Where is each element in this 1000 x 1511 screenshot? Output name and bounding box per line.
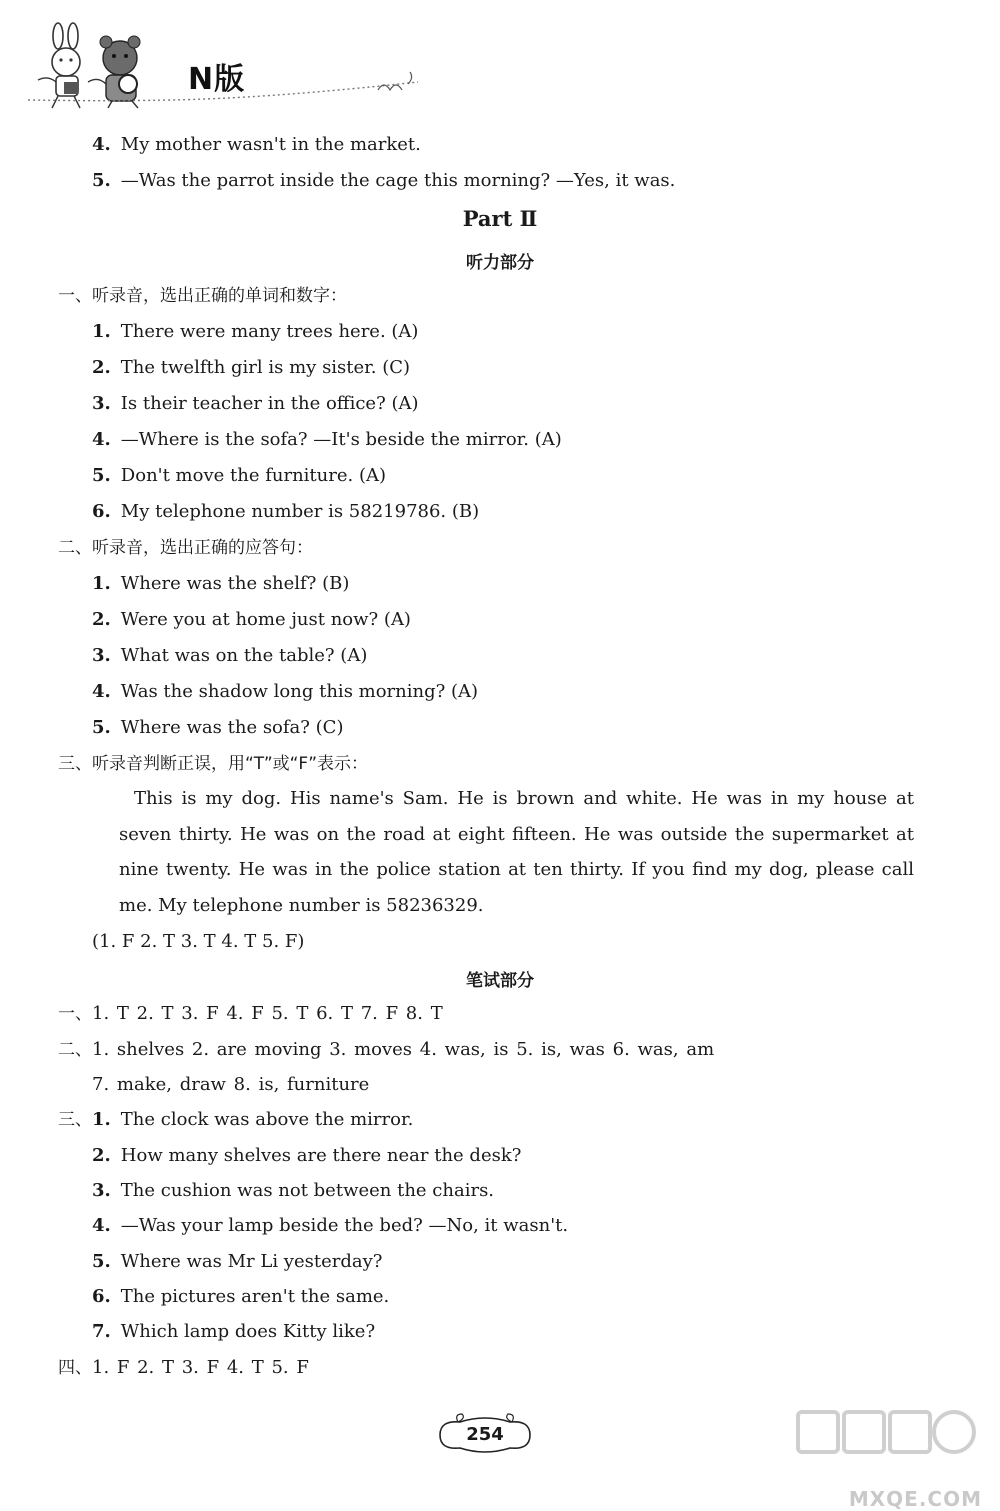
written-section-title: 笔试部分 bbox=[466, 971, 534, 991]
list-item: 5. Where was the sofa? (C) bbox=[92, 717, 344, 738]
list-item: 2. Were you at home just now? (A) bbox=[92, 609, 411, 630]
answer-key: (1. F 2. T 3. T 4. T 5. F) bbox=[92, 931, 305, 952]
list-item: 6. The pictures aren't the same. bbox=[92, 1286, 390, 1307]
listening-passage: This is my dog. His name's Sam. He is brown and white. He was in my house at seven thirty. He was on the road at eight fifteen. He was outside the supermarket at nine twenty. He was in the police station at ten thirty. If you find my dog, please call me. My telephone number is 58236329. bbox=[119, 788, 914, 916]
answer-row: 四、1. F 2. T 3. F 4. T 5. F bbox=[58, 1357, 309, 1378]
list-item: 4. —Where is the sofa? —It's beside the mirror. (A) bbox=[92, 429, 562, 450]
page-number-badge bbox=[430, 1410, 540, 1460]
list-item: 6. My telephone number is 58219786. (B) bbox=[92, 501, 480, 522]
watermark bbox=[792, 1408, 982, 1511]
list-item: 5. Don't move the furniture. (A) bbox=[92, 465, 386, 486]
list-item: 1. There were many trees here. (A) bbox=[92, 321, 419, 342]
section-heading: 三、听录音判断正误，用“T”或“F”表示： bbox=[58, 754, 369, 774]
answer-row: 一、1. T 2. T 3. F 4. F 5. T 6. T 7. F 8. T bbox=[58, 1003, 443, 1024]
list-item: 3. The cushion was not between the chairs. bbox=[92, 1180, 495, 1201]
list-item: 2. The twelfth girl is my sister. (C) bbox=[92, 357, 411, 378]
list-item: 三、1. The clock was above the mirror. bbox=[58, 1109, 414, 1130]
list-item: 3. What was on the table? (A) bbox=[92, 645, 368, 666]
list-item: 4. —Was your lamp beside the bed? —No, it wasn't. bbox=[92, 1215, 569, 1236]
page-number: 254 bbox=[466, 1424, 504, 1445]
list-item: 4. My mother wasn't in the market. bbox=[92, 134, 421, 155]
list-item: 1. Where was the shelf? (B) bbox=[92, 573, 350, 594]
list-item: 5. —Was the parrot inside the cage this morning? —Yes, it was. bbox=[92, 170, 676, 191]
list-item: 7. Which lamp does Kitty like? bbox=[92, 1321, 376, 1342]
listening-section-title: 听力部分 bbox=[466, 253, 534, 273]
list-item: 5. Where was Mr Li yesterday? bbox=[92, 1251, 383, 1272]
list-item: 4. Was the shadow long this morning? (A) bbox=[92, 681, 479, 702]
list-item: 2. How many shelves are there near the desk? bbox=[92, 1145, 522, 1166]
edition-label: N版 bbox=[188, 62, 246, 97]
page-header bbox=[28, 20, 428, 110]
answer-row: 7. make, draw 8. is, furniture bbox=[92, 1074, 370, 1095]
answer-row: 二、1. shelves 2. are moving 3. moves 4. was, is 5. is, was 6. was, am bbox=[58, 1039, 715, 1060]
part-title: Part Ⅱ bbox=[462, 206, 538, 231]
watermark-text: MXQE.COM bbox=[848, 1487, 982, 1511]
watermark-logo-icon bbox=[792, 1408, 982, 1488]
section-heading: 一、听录音，选出正确的单词和数字： bbox=[58, 286, 347, 306]
section-heading: 二、听录音，选出正确的应答句： bbox=[58, 538, 313, 558]
list-item: 3. Is their teacher in the office? (A) bbox=[92, 393, 419, 414]
